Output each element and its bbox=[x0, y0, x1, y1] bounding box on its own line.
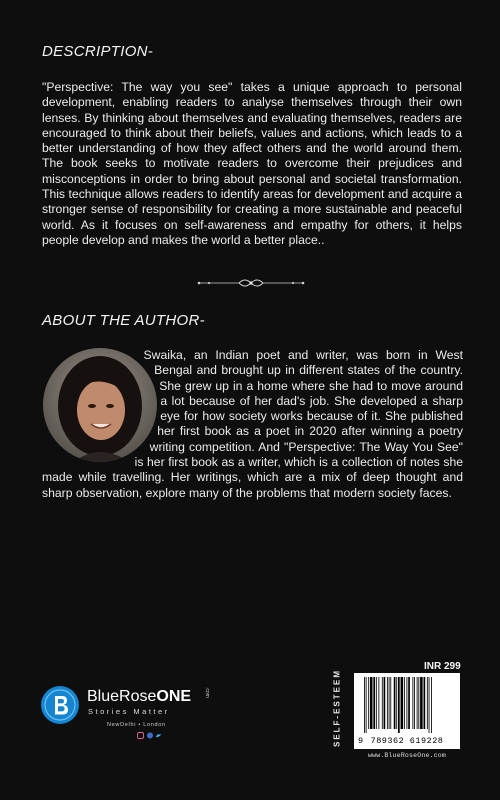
isbn-lead-digit: 9 bbox=[358, 736, 364, 746]
twitter-icon bbox=[156, 734, 162, 737]
ornament-divider bbox=[195, 275, 307, 291]
category-label: SELF-ESTEEM bbox=[332, 668, 342, 748]
price-label: INR 299 bbox=[424, 661, 461, 672]
author-heading: ABOUT THE AUTHOR- bbox=[42, 312, 205, 329]
publisher-website: www.BlueRoseOne.com bbox=[368, 752, 446, 759]
publisher-name-part1: BlueRose bbox=[87, 688, 157, 705]
social-icons bbox=[137, 732, 163, 739]
bluerose-b-logo-icon bbox=[41, 686, 79, 724]
author-bio-text: Swaika, an Indian poet and writer, was born in West Bengal and brought up in different states of the country. She grew up in a home where she had to move around a lot because of her dad's job. She developed a sharp eye for how society works because of it. She published her first book as a poet in 2020 after winning a poetry writing competition. And "Perspective: The Way You See" is her first book as a writer, which is a collection of notes she made while travelling. Her writings, which are a mix of deep thought and sharp observation, explore many of the problems that modern society faces. bbox=[42, 348, 463, 500]
instagram-icon bbox=[138, 733, 144, 739]
publisher-cities: NewDelhi • London bbox=[107, 722, 166, 728]
isbn-digits: 789362 619228 bbox=[370, 736, 444, 746]
isbn-number bbox=[354, 736, 460, 746]
publisher-domain: .com bbox=[204, 687, 210, 698]
author-bio bbox=[42, 348, 463, 501]
publisher-name-part2: ONE bbox=[156, 688, 192, 705]
publisher-tagline: Stories Matter bbox=[88, 707, 170, 716]
description-heading: DESCRIPTION- bbox=[42, 43, 154, 60]
publisher-name bbox=[87, 688, 191, 706]
isbn-barcode bbox=[354, 673, 460, 749]
description-text: "Perspective: The way you see" takes a unique approach to personal development, enabling readers to analyse themselves through their own lenses. By thinking about themselves and evaluating themselves, readers are encouraged to think about their beliefs, values and actions, which leads to a better understanding of how they affect others and the world around them. The book seeks to motivate readers to overcome their prejudices and misconceptions in order to bring about personal and societal transformation. This technique allows readers to identify areas for development and acquire a stronger sense of responsibility for creating a more sustainable and peaceful world. As it focuses on self-awareness and empathy for others, it helps people develop and makes the world a better place.. bbox=[42, 80, 462, 247]
facebook-icon bbox=[147, 733, 153, 739]
